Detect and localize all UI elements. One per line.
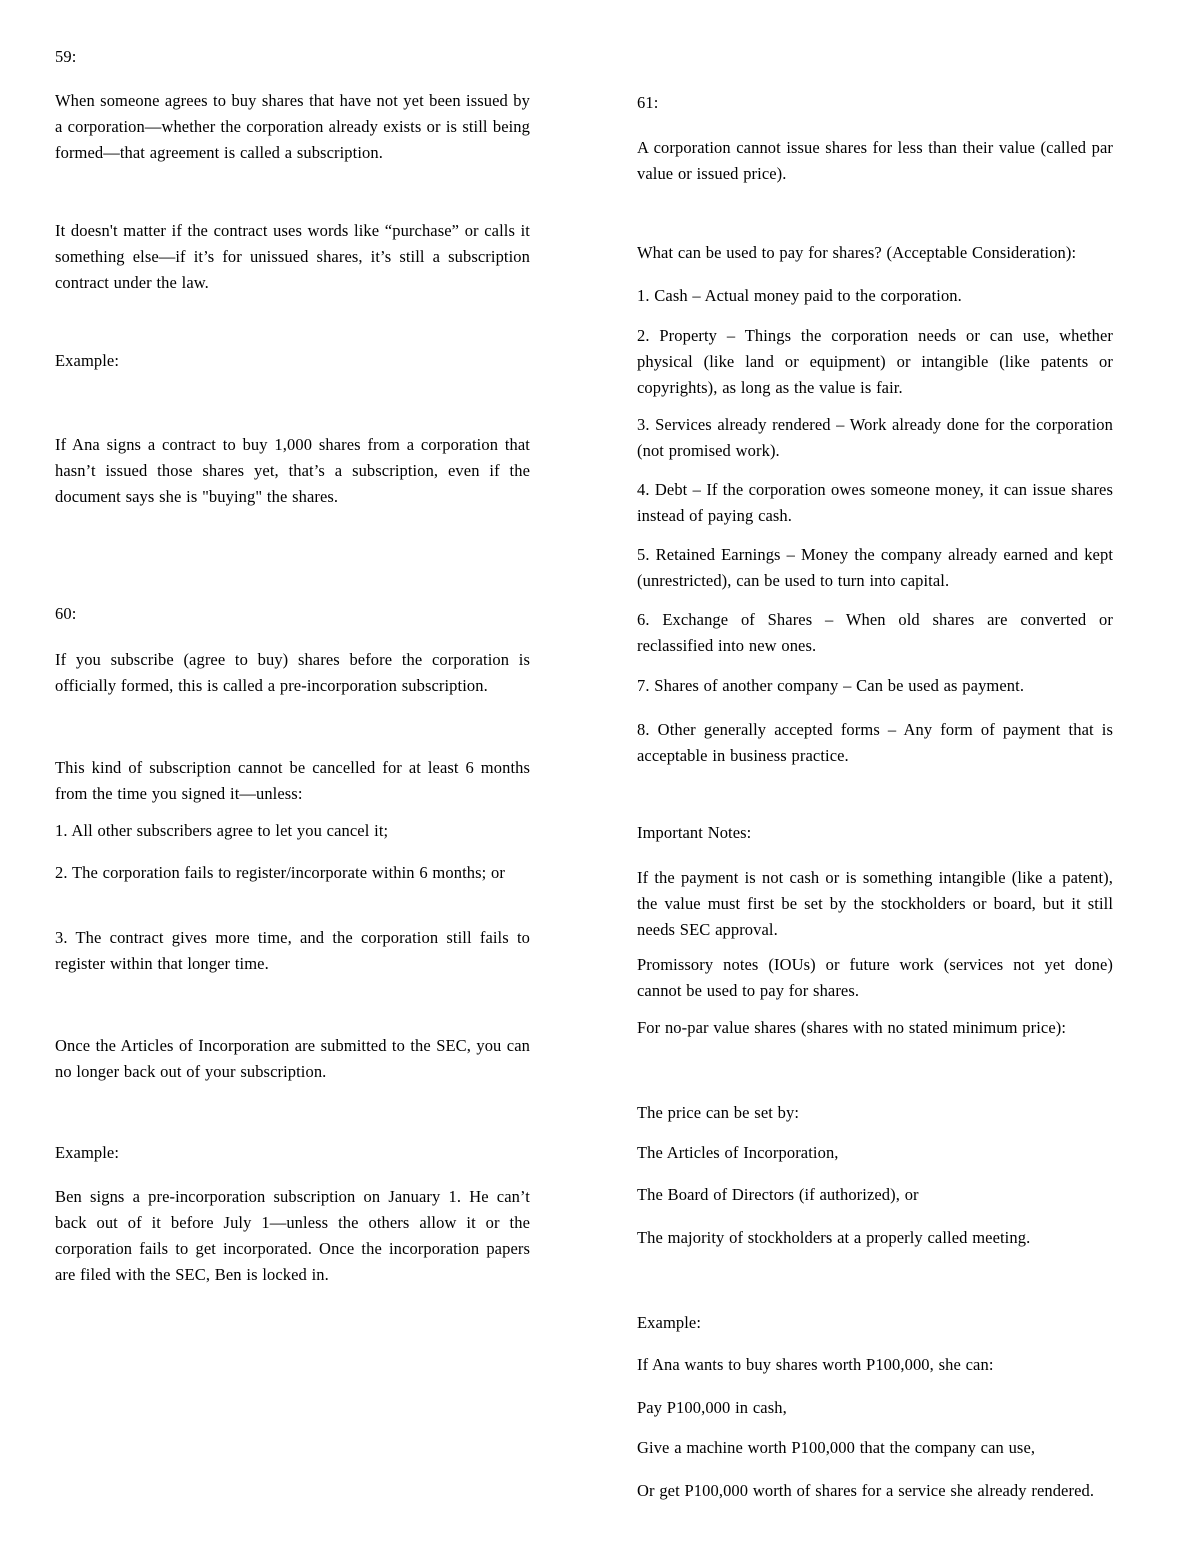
- section-number-61: 61:: [637, 93, 659, 112]
- left-column: [55, 0, 530, 1553]
- list-item: 8. Other generally accepted forms – Any form of payment that is acceptable in business practice.: [637, 720, 1113, 765]
- list-item: The majority of stockholders at a properly called meeting.: [637, 1228, 1031, 1247]
- paragraph: If Ana signs a contract to buy 1,000 shares from a corporation that hasn’t issued those shares yet, that’s a subscription, even if the document says she is "buying" the shares.: [55, 435, 530, 506]
- example-heading: Example:: [55, 1143, 120, 1162]
- paragraph: If Ana wants to buy shares worth P100,000, she can:: [637, 1355, 994, 1374]
- paragraph: Ben signs a pre-incorporation subscription on January 1. He can’t back out of it before July 1—unless the others allow it or the corporation fails to get incorporated. Once the incorporation papers are filed with the SEC, Ben is locked in.: [55, 1187, 530, 1284]
- list-item: 5. Retained Earnings – Money the company already earned and kept (unrestricted), can be used to turn into capital.: [637, 545, 1113, 590]
- list-item: 1. All other subscribers agree to let you cancel it;: [55, 821, 389, 840]
- section-number-60: 60:: [55, 604, 77, 623]
- paragraph: If you subscribe (agree to buy) shares before the corporation is officially formed, this is called a pre-incorporation subscription.: [55, 650, 530, 695]
- list-item: Pay P100,000 in cash,: [637, 1398, 787, 1417]
- list-item: Or get P100,000 worth of shares for a service she already rendered.: [637, 1481, 1095, 1500]
- list-item: 7. Shares of another company – Can be used as payment.: [637, 676, 1025, 695]
- paragraph: Once the Articles of Incorporation are submitted to the SEC, you can no longer back out of your subscription.: [55, 1036, 530, 1081]
- list-item: 3. The contract gives more time, and the corporation still fails to register within that longer time.: [55, 928, 530, 973]
- list-item: 6. Exchange of Shares – When old shares are converted or reclassified into new ones.: [637, 610, 1113, 655]
- paragraph: A corporation cannot issue shares for less than their value (called par value or issued price).: [637, 138, 1113, 183]
- list-item: 3. Services already rendered – Work already done for the corporation (not promised work).: [637, 415, 1113, 460]
- list-item: 4. Debt – If the corporation owes someone money, it can issue shares instead of paying cash.: [637, 480, 1113, 525]
- list-item: The Board of Directors (if authorized), or: [637, 1185, 919, 1204]
- paragraph: For no-par value shares (shares with no stated minimum price):: [637, 1018, 1067, 1037]
- paragraph: The price can be set by:: [637, 1103, 800, 1122]
- paragraph: Promissory notes (IOUs) or future work (services not yet done) cannot be used to pay for shares.: [637, 955, 1113, 1000]
- list-item: 2. Property – Things the corporation needs or can use, whether physical (like land or equipment) or intangible (like patents or copyrights), as long as the value is fair.: [637, 326, 1113, 397]
- paragraph: What can be used to pay for shares? (Acceptable Consideration):: [637, 243, 1077, 262]
- list-item: Give a machine worth P100,000 that the company can use,: [637, 1438, 1036, 1457]
- example-heading: Example:: [637, 1313, 702, 1332]
- list-item: 2. The corporation fails to register/incorporate within 6 months; or: [55, 863, 505, 882]
- section-number-59: 59:: [55, 47, 77, 66]
- list-item: 1. Cash – Actual money paid to the corporation.: [637, 286, 962, 305]
- list-item: The Articles of Incorporation,: [637, 1143, 839, 1162]
- paragraph: This kind of subscription cannot be cancelled for at least 6 months from the time you signed it—unless:: [55, 758, 530, 803]
- paragraph: When someone agrees to buy shares that have not yet been issued by a corporation—whether the corporation already exists or is still being formed—that agreement is called a subscription.: [55, 91, 530, 162]
- paragraph: If the payment is not cash or is something intangible (like a patent), the value must first be set by the stockholders or board, but it still needs SEC approval.: [637, 868, 1113, 939]
- paragraph: It doesn't matter if the contract uses words like “purchase” or calls it something else—if it’s for unissued shares, it’s still a subscription contract under the law.: [55, 221, 530, 292]
- notes-heading: Important Notes:: [637, 823, 752, 842]
- example-heading: Example:: [55, 351, 120, 370]
- right-column: [637, 0, 1113, 1553]
